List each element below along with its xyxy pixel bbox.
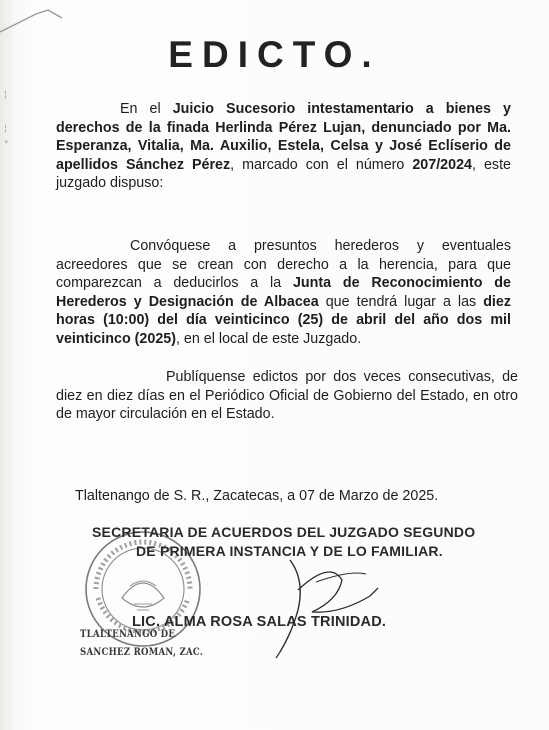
handwritten-signature [220,540,420,660]
location-stamp-line2: SANCHEZ ROMAN, ZAC. [80,646,204,658]
location-stamp-line1: TLALTENANGO DE [80,628,176,640]
document-title: EDICTO. [168,34,381,75]
case-number: 207/2024 [412,156,472,173]
paragraph-2 [56,237,511,349]
p1-text: En el [120,101,173,117]
p2-text: que tendrá lugar a las [318,293,484,310]
margin-mark: ° [4,140,9,150]
p2-text: , en el local de este Juzgado. [175,330,362,347]
margin-mark: ¦ [4,124,8,134]
signer-name: LIC. ALMA ROSA SALAS TRINIDAD. [132,614,387,630]
secretary-title-line2: DE PRIMERA INSTANCIA Y DE LO FAMILIAR. [136,543,443,559]
paragraph-1 [56,100,511,193]
p1-bold: Juicio Sucesorio intestamentario a bienes y derechos de la finada Herlinda Pérez Lujan, denunciado por Ma. Esperanza, Vitalia, Ma. Auxilio, Estela, Celsa y José Eclíserio de apellidos Sánchez Pérez [56,101,512,173]
paragraph-3 [56,368,518,424]
place-and-date: Tlaltenango de S. R., Zacatecas, a 07 de Marzo de 2025. [75,488,439,504]
p1-text: , marcado con el número [230,156,413,173]
secretary-title-line1: SECRETARIA DE ACUERDOS DEL JUZGADO SEGUNDO [92,524,476,540]
p3-text: Publíquense edictos por dos veces consecutivas, de diez en diez días en el Periódico Oficial de Gobierno del Estado, en otro de mayor circulación en el Estado. [56,369,518,423]
margin-mark: ¦ [4,90,8,100]
hearing-date: diez horas (10:00) del día veinticinco (25) de abril del año dos mil veinticinco (2025) [56,293,511,347]
p2-bold: Junta de Reconocimiento de Herederos y Designación de Albacea [56,275,511,310]
p1-text: , este juzgado dispuso: [56,156,511,192]
p2-text: Convóquese a presuntos herederos y eventuales acreedores que se crean con derecho a la herencia, para que comparezcan a deducirlos a la [56,238,511,292]
